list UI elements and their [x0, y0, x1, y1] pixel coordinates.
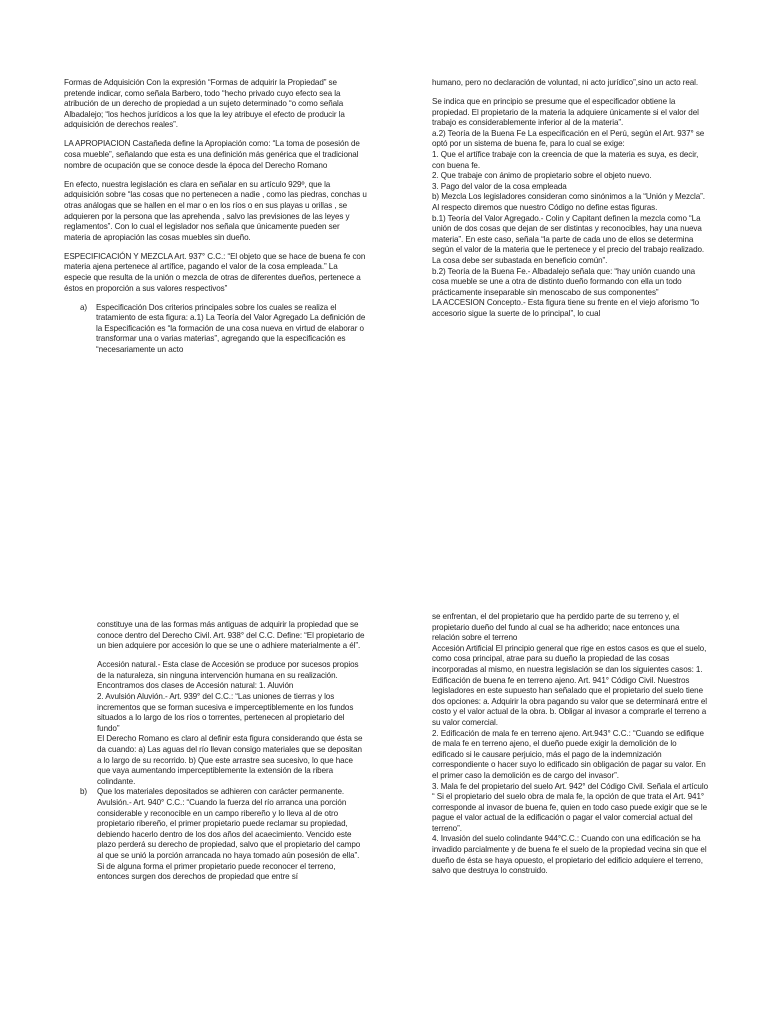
paragraph-edificacion-mala-fe: 2. Edificación de mala fe en terreno ajeno. Art.943° C.C.: “Cuando se edifique de mala fe en terreno ajeno, el dueño puede exigir la demolición de lo edificado si le causare perjuicio, más el pago de la indemnización correspondiente o hacer suyo lo edificado sin obligación de pagar su valor. En el primer caso la demolición es de cargo del invasor”.	[432, 728, 706, 780]
bottom-right-column	[432, 612, 708, 877]
list-item-text: Que los materiales depositados se adhieren con carácter permanente.	[97, 787, 345, 797]
paragraph-derecho-romano: El Derecho Romano es claro al definir esta figura considerando que ésta se da cuando: a) Las aguas del río llevan consigo materiales que se depositan a lo largo de su recorrido. b) Que este arrastre sea sucesivo, lo que hace que vaya aumentando imperceptiblemente la extensión de la ribera colindante.	[97, 734, 363, 786]
paragraph-accesion-artificial: Accesión Artificial El principio general que rige en estos casos es que el suelo, como cosa principal, atrae para su dueño la propiedad de las cosas incorporadas al mismo, en nuestra legislación se dan los siguientes casos: 1. Edificación de buena fe en terreno ajeno. Art. 941° Código Civil. Nuestros legisladores en este supuesto han señalado que el propietario del suelo tiene dos opciones: a. Adquirir la obra pagando su valor que se determinará entre el costo y el valor actual de la obra. b. Obligar al invasor a comprarle el terreno a su valor comercial.	[432, 643, 707, 727]
paragraph-articulo-929: En efecto, nuestra legislación es clara en señalar en su artículo 929º, que la adquisición sobre “las cosas que no pertenecen a nadie , como las piedras, conchas u otras análogas que se hallen en el mar o en los ríos o en sus playas u orillas , se adquieren por la persona que las aprehenda , salvo las previsiones de las leyes y reglamentos”. Con lo cual el legislador nos señala que únicamente pueden ser materia de apropiación las cosas muebles sin dueño.	[64, 179, 367, 242]
line-mezcla: b) Mezcla Los legisladores consideran como sinónimos a la “Unión y Mezcla”. Al respecto diremos que nuestro Código no define estas figuras.	[432, 192, 705, 213]
paragraph-aluvion: 2. Avulsión Aluvión.- Art. 939° del C.C.: “Las uniones de tierras y los incrementos que se forman sucesiva e imperceptiblemente en los fundos situados a lo largo de los ríos o torrentes, pertenecen al propietario del fundo”	[97, 692, 354, 733]
paragraph-avulsion: Avulsión.- Art. 940° C.C.: “Cuando la fuerza del río arranca una porción considerable y reconocible en un campo ribereño y lo lleva al de otro propietario ribereño, el primer propietario puede reclamar su propiedad, debiendo hacerlo dentro de los dos años del acaecimiento. Vencido este plazo perderá su derecho de propiedad, salvo que el propietario del campo al que se unió la porción arrancada no haya tomado aún posesión de ella”.	[97, 798, 361, 860]
list-marker: b)	[80, 787, 88, 797]
paragraph-mala-fe-propietario: 3. Mala fe del propietario del suelo Art. 942° del Código Civil. Señala el artículo “ Si el propietario del suelo obra de mala fe, la opción de que trata el Art. 941° corresponde al invasor de buena fe, quien en todo caso puede exigir que se le pague el valor actual de la edificación o pagar el valor comercial actual del terreno”.	[432, 781, 708, 833]
paragraph-formas-de-adquisicion: Formas de Adquisición Con la expresión “Formas de adquirir la Propiedad” se pretende indicar, como señala Barbero, todo “hecho privado cuyo efecto sea la atribución de un derecho de propiedad a un sujeto determinado “o como señala Albadalejo; “los hechos jurídicos a los que la ley atribuye el efecto de producir la adquisición de derechos reales”.	[64, 78, 345, 130]
line-teoria-buena-fe-mezcla: b.2) Teoría de la Buena Fe.- Albadalejo señala que: “hay unión cuando una cosa mueble se une a otra de distinto dueño formando con ella un todo prácticamente inseparable sin menoscabo de sus componentes”	[432, 266, 696, 297]
paragraph-acto-real: humano, pero no declaración de voluntad, ni acto jurídico”,sino un acto real.	[432, 78, 699, 87]
list-item-text: Especificación Dos criterios principales sobre los cuales se realiza el tratamiento de esta figura: a.1) La Teoría del Valor Agregado La definición de la Especificación es “la formación de una cosa nueva en virtud de elaborar o transformar una o varias materias”, agregando que la especificación es “necesariamente un acto	[96, 302, 366, 355]
line-requisito-1: 1. Que el artífice trabaje con la creencia de que la materia es suya, es decir, con buena fe.	[432, 150, 699, 170]
bottom-left-column	[80, 620, 367, 883]
line-accesion-concepto: LA ACCESION Concepto.- Esta figura tiene su frente en el viejo aforismo “lo accesorio sigue la suerte de lo principal”, lo cual	[432, 298, 700, 318]
paragraph-primer-propietario: Si de alguna forma el primer propietario puede reconocer el terreno, entonces surgen dos derechos de propiedad que entre sí	[97, 861, 336, 882]
list-item-a	[64, 303, 367, 356]
line-requisito-2: 2. Que trabaje con ánimo de propietario sobre el objeto nuevo.	[432, 171, 652, 181]
top-left-column	[64, 78, 367, 364]
paragraph-accesion-natural: Accesión natural.- Esta clase de Accesión se produce por sucesos propios de la naturaleza, sin ninguna intervención humana en su realización. Encontramos dos clases de Accesión natural: 1. Aluvión	[97, 660, 359, 691]
line-requisito-3: 3. Pago del valor de la cosa empleada	[432, 181, 567, 191]
paragraph-apropiacion: LA APROPIACION Castañeda define la Apropiación como: “La toma de posesión de cosa mueble”, señalando que esta es una definición más genérica que el tradicional nombre de ocupación que se conoce desde la época del Derecho Romano	[64, 139, 360, 170]
top-right-column	[432, 78, 707, 320]
list-item-b	[80, 787, 367, 798]
paragraph-se-enfrentan: se enfrentan, el del propietario que ha perdido parte de su terreno y, el propietario dueño del fundo al cual se ha adherido; nace entonces una relación sobre el terreno	[432, 612, 680, 643]
paragraph-invasion-suelo: 4. Invasión del suelo colindante 944°C.C.: Cuando con una edificación se ha invadido parcialmente y de buena fe el suelo de la propiedad vecina sin que el dueño de ésta se haya opuesto, el propietario del edificio adquiere el terreno, salvo que destruya lo construido.	[432, 834, 707, 876]
paragraph-especificacion-y-mezcla: ESPECIFICACIÓN Y MEZCLA Art. 937° C.C.: “El objeto que se hace de buena fe con materia ajena pertenece al artífice, pagando el valor de la cosa empleada.” La especie que resulta de la unión o mezcla de otras de diferentes dueños, pertenece a éstos en proporción a sus valores respectivos”	[64, 251, 366, 293]
line-teoria-buena-fe: a.2) Teoría de la Buena Fe La especificación en el Perú, según el Art. 937° se optó por un sistema de buena fe, para lo cual se exige:	[432, 128, 705, 149]
paragraph-especificador: Se indica que en principio se presume que el especificador obtiene la propiedad. El propietario de la materia la adquiere únicamente si el valor del trabajo es considerablemente inferior al de la materia”.	[432, 97, 699, 128]
line-teoria-valor-agregado: b.1) Teoría del Valor Agregado.- Colin y Capitant definen la mezcla como “La unión de dos cosas que dejan de ser distintas y reconocibles, hay una nueva materia”. En este caso, señala “la parte de cada uno de ellos se determina según el valor de la materia que le pertenece y el precio del trabajo realizado. La cosa debe ser subastada en beneficio común”.	[432, 213, 705, 265]
paragraph-articulo-938: constituye una de las formas más antiguas de adquirir la propiedad que se conoce dentro del Derecho Civil. Art. 938° del C.C. Define: “El propietario de un bien adquiere por accesión lo que se une o adhiere materialmente a él”.	[97, 620, 365, 651]
list-marker: a)	[80, 302, 88, 312]
